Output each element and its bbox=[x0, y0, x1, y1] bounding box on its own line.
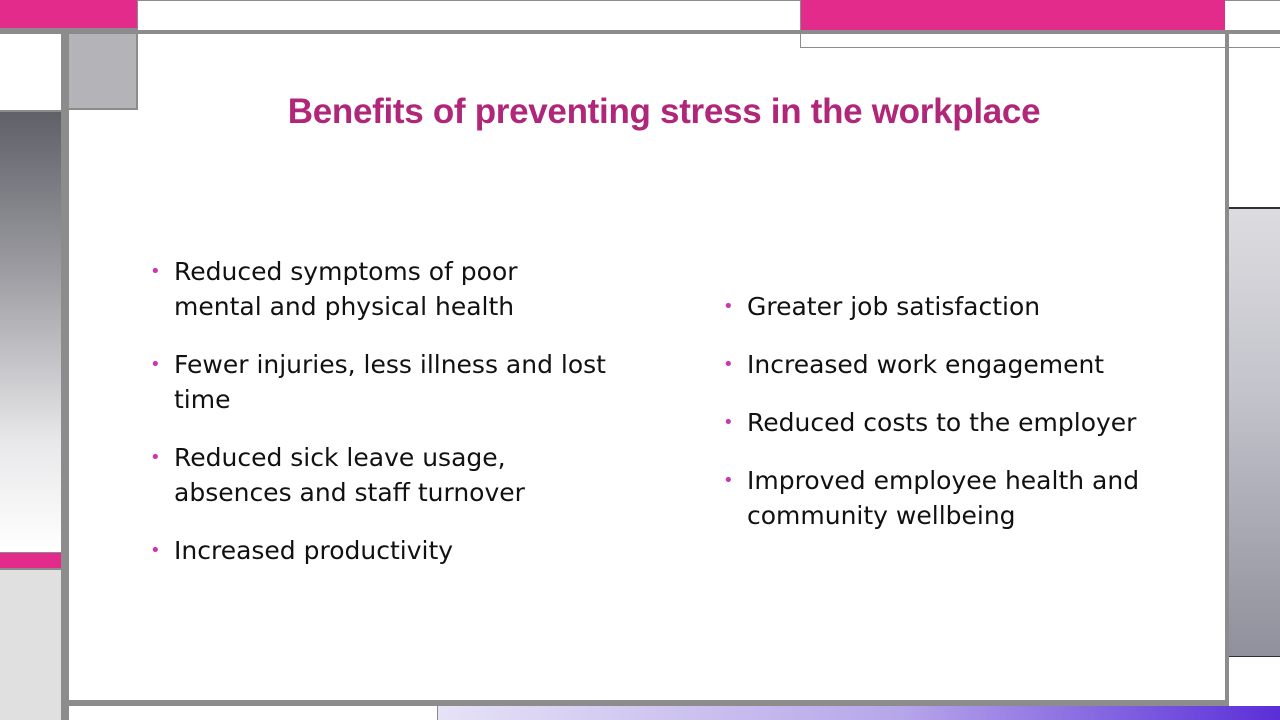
list-item bbox=[721, 289, 1191, 324]
bullet-text: Fewer injuries, less illness and lost time bbox=[174, 350, 606, 414]
bottom-gradient-strip bbox=[438, 706, 1280, 720]
list-item bbox=[148, 254, 608, 324]
left-lower-grey-block bbox=[0, 568, 61, 720]
bullet-icon: • bbox=[723, 470, 734, 491]
right-gradient-block bbox=[1229, 209, 1280, 656]
bullet-icon: • bbox=[150, 354, 161, 375]
top-right-outline-vertical bbox=[800, 34, 801, 48]
list-item bbox=[721, 463, 1191, 533]
list-item bbox=[721, 347, 1191, 382]
bullet-text: Increased productivity bbox=[174, 536, 454, 565]
bullet-text: Reduced symptoms of poor mental and physical health bbox=[174, 257, 518, 321]
list-item bbox=[721, 405, 1191, 440]
top-left-grey-square bbox=[69, 34, 138, 110]
bullet-text: Reduced sick leave usage, absences and staff turnover bbox=[174, 443, 525, 507]
left-white-block bbox=[0, 34, 61, 112]
top-left-pink-block bbox=[0, 0, 138, 30]
left-frame-bar bbox=[61, 30, 69, 720]
bullet-text: Greater job satisfaction bbox=[747, 292, 1041, 321]
list-item bbox=[148, 533, 608, 568]
top-frame-bar bbox=[0, 30, 1280, 34]
list-item bbox=[148, 440, 608, 510]
bullet-icon: • bbox=[723, 412, 734, 433]
bullet-icon: • bbox=[150, 261, 161, 282]
list-item bbox=[148, 347, 608, 417]
bullet-icon: • bbox=[150, 447, 161, 468]
left-bullet-list bbox=[148, 254, 608, 591]
bullet-text: Increased work engagement bbox=[747, 350, 1105, 379]
left-gradient-block bbox=[0, 112, 61, 552]
left-pink-strip bbox=[0, 552, 61, 568]
bullet-text: Reduced costs to the employer bbox=[747, 408, 1137, 437]
top-right-pink-block bbox=[800, 0, 1225, 30]
right-bullet-list bbox=[721, 289, 1191, 556]
bullet-icon: • bbox=[723, 354, 734, 375]
slide-title: Benefits of preventing stress in the workplace bbox=[287, 92, 1041, 131]
bullet-icon: • bbox=[723, 296, 734, 317]
bullet-text: Improved employee health and community wellbeing bbox=[747, 466, 1140, 530]
bullet-icon: • bbox=[150, 540, 161, 561]
top-right-outline-horizontal bbox=[800, 47, 1280, 48]
right-bottom-line bbox=[1229, 656, 1280, 657]
